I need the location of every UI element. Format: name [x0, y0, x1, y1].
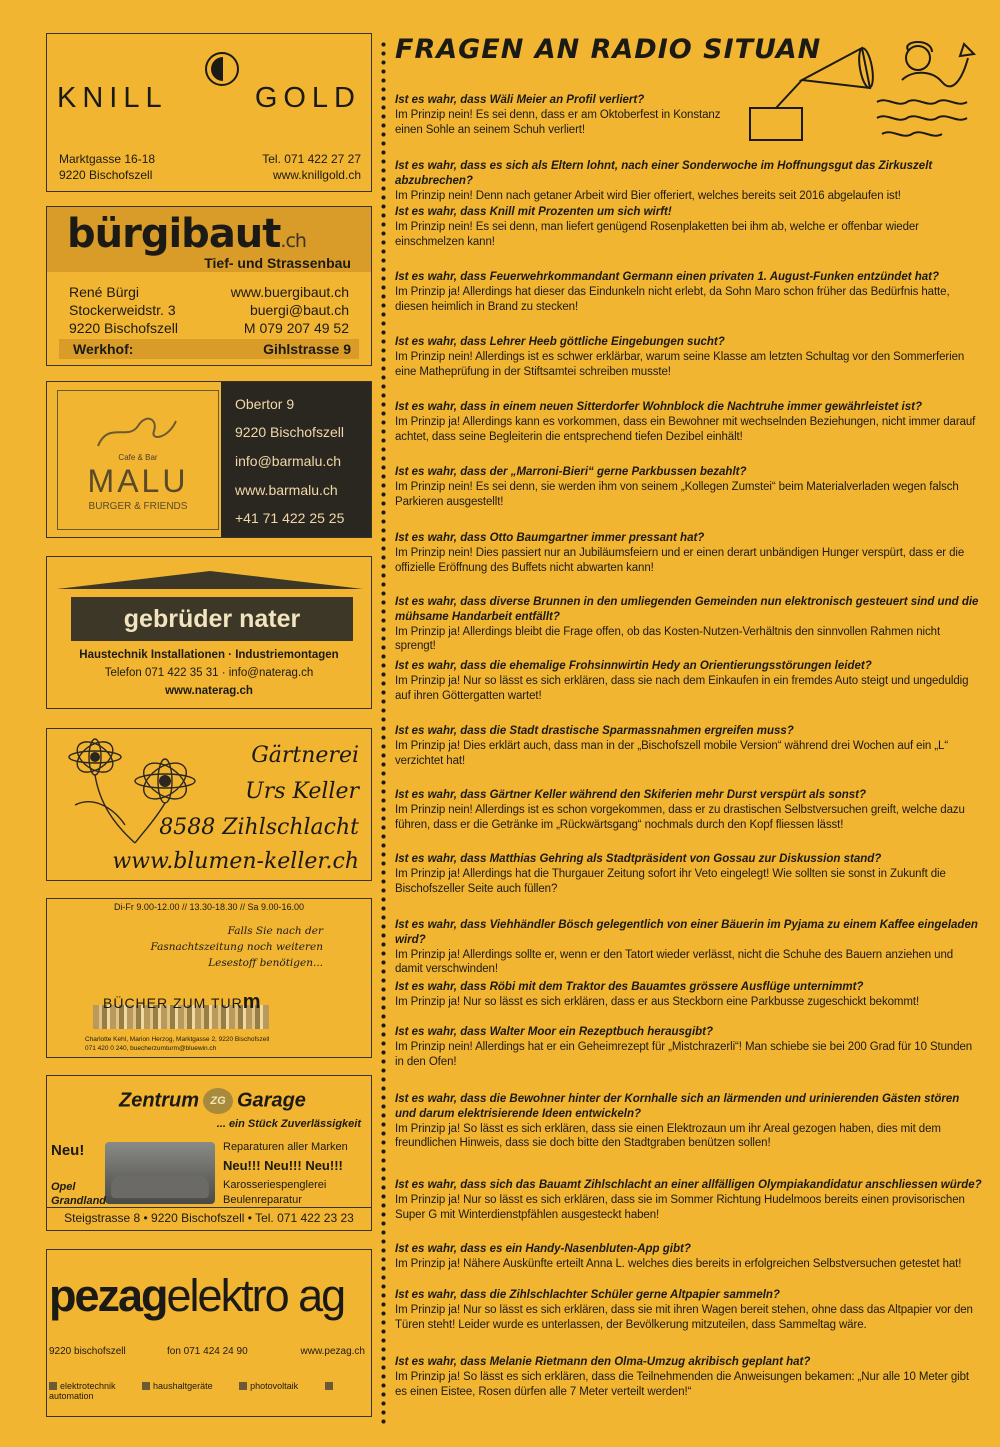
garage-grandland: Grandland — [51, 1195, 107, 1207]
malu-web[interactable]: www.barmalu.ch — [235, 482, 338, 498]
ad-malu — [46, 381, 372, 538]
buecher-hours: Di-Fr 9.00-12.00 // 13.30-18.30 // Sa 9.00-16.00 — [113, 902, 305, 912]
pezag-tag-label: automation — [49, 1391, 94, 1401]
garage-neu: Neu! — [51, 1142, 85, 1159]
pezag-web[interactable]: www.pezag.ch — [300, 1346, 365, 1357]
qa-answer: Im Prinzip ja! Allerdings hat dieser das Eindunkeln nicht erlebt, da Sohn Maro schon früher das Bedürfnis hatte, diesen heimlich in Brand zu stecken! — [395, 285, 950, 313]
buergi-email[interactable]: buergi@baut.ch — [249, 302, 349, 318]
pezag-p3: elektro ag — [166, 1270, 345, 1321]
ad-zentrum-garage — [46, 1075, 372, 1231]
qa-question: Ist es wahr, dass es ein Handy-Nasenbluten-App gibt? — [395, 1243, 691, 1255]
ad-nater — [46, 556, 372, 709]
qa-item — [395, 852, 983, 896]
qa-question: Ist es wahr, dass es sich als Eltern lohnt, nach einer Sonderwoche im Hoffnungsgut das Zirkuszelt abzubrechen? — [395, 160, 933, 187]
qa-item — [395, 1092, 983, 1151]
qa-item — [395, 159, 983, 203]
malu-camel-icon — [58, 391, 218, 461]
buergi-address — [69, 283, 178, 337]
qa-answer: Im Prinzip nein! Es sei denn, man liefert genügend Rosenplaketten bei ihm ab, welche er offenbar wieder einschmelzen kann! — [395, 220, 919, 248]
keller-line2: Urs Keller — [245, 779, 359, 804]
qa-question: Ist es wahr, dass Melanie Rietmann den Olma-Umzug akribisch geplant hat? — [395, 1356, 811, 1368]
pezag-tag — [49, 1381, 128, 1391]
qa-question: Ist es wahr, dass Knill mit Prozenten um sich wirft! — [395, 206, 672, 218]
qa-question: Ist es wahr, dass Walter Moor ein Rezeptbuch herausgibt? — [395, 1026, 714, 1038]
buecher-script2: Fasnachtszeitung noch weiteren — [150, 941, 323, 953]
malu-subtitle: BURGER & FRIENDS — [88, 501, 188, 512]
gold-word: GOLD — [254, 82, 361, 114]
qa-item — [395, 205, 983, 249]
qa-item — [395, 724, 983, 768]
keller-line1: Gärtnerei — [251, 743, 359, 768]
square-icon — [49, 1382, 57, 1390]
qa-answer: Im Prinzip ja! Nur so lässt es sich erklären, dass sie im Sommer Richtung Hudelmoos bereits einen provisorischen Super G mit Winterdienstpfählen ausgesteckt haben! — [395, 1193, 965, 1221]
buergi-logo — [67, 211, 306, 257]
knill-gold-logo-icon — [205, 52, 239, 86]
qa-item — [395, 659, 983, 703]
qa-item — [395, 595, 983, 654]
qa-item — [395, 335, 983, 379]
qa-item — [395, 1242, 983, 1272]
qa-question: Ist es wahr, dass Wäli Meier an Profil verliert? — [395, 94, 645, 106]
garage-footer: Steigstrasse 8 • 9220 Bischofszell • Tel. 071 422 23 23 — [47, 1207, 371, 1230]
qa-answer: Im Prinzip ja! Nur so lässt es sich erklären, dass er aus Steckborn eine Parkbusse zugeschickt bekommt! — [395, 995, 920, 1008]
nater-web[interactable]: www.naterag.ch — [165, 685, 253, 697]
pezag-city: 9220 bischofszell — [49, 1346, 126, 1357]
qa-question: Ist es wahr, dass Gärtner Keller während den Skiferien mehr Durst verspürt als sonst? — [395, 789, 867, 801]
nater-phone-email: Telefon 071 422 35 31 · info@naterag.ch — [104, 667, 314, 679]
buecher-name-end: m — [242, 991, 262, 1013]
buergi-street: Stockerweidstr. 3 — [69, 302, 176, 318]
qa-question: Ist es wahr, dass die ehemalige Frohsinnwirtin Hedy an Orientierungsstörungen leidet? — [395, 660, 872, 672]
ad-pezag — [46, 1249, 372, 1417]
qa-answer: Im Prinzip nein! Es sei denn, dass er am Oktoberfest in Konstanz einen Sohle an seinem Schuh verliert! — [395, 108, 721, 136]
qa-question: Ist es wahr, dass in einem neuen Sitterdorfer Wohnblock die Nachtruhe immer gewährleistet ist? — [395, 401, 923, 413]
buergi-contact — [231, 283, 349, 337]
knill-contact — [262, 151, 361, 183]
qa-question: Ist es wahr, dass die Bewohner hinter der Kornhalle sich an lärmenden und urinierenden Gästen stören und darum elektrisierende Ideen entwickeln? — [395, 1093, 960, 1120]
square-icon — [325, 1382, 333, 1390]
gramophone-illustration-icon — [742, 40, 982, 150]
qa-question: Ist es wahr, dass Viehhändler Bösch gelegentlich von einer Bäuerin im Pyjama zu einem Kaffee eingeladen wird? — [395, 919, 978, 946]
knill-street: Marktgasse 16-18 — [59, 152, 156, 166]
qa-item — [395, 93, 725, 137]
qa-answer: Im Prinzip nein! Denn nach getaner Arbeit wird Bier offeriert, welches bereits seit 2016 abgelaufen ist! — [395, 189, 901, 202]
qa-answer: Im Prinzip nein! Allerdings ist es schwer erklärbar, warum seine Klasse am letzten Schultag vor den Sommerferien eine Matheprüfung in der Stiftsamtei schreiben musste! — [395, 350, 965, 378]
qa-question: Ist es wahr, dass sich das Bauamt Zihlschlacht an einer allfälligen Olympiakandidatur anschliessen würde? — [395, 1179, 982, 1191]
buergi-werkhof-bar — [59, 339, 359, 359]
garage-repairs: Reparaturen aller Marken — [223, 1141, 348, 1153]
qa-question: Ist es wahr, dass Feuerwehrkommandant Germann einen privaten 1. August-Funken entzündet hat? — [395, 271, 940, 283]
knill-word: KNILL — [57, 82, 168, 114]
garage-model — [51, 1180, 106, 1208]
buecher-contact: 071 420 0 240, buecherzumturm@bluewin.ch — [85, 1045, 217, 1052]
dotted-divider — [381, 40, 386, 1425]
buecher-name — [103, 991, 262, 1014]
keller-web[interactable]: www.blumen-keller.ch — [112, 849, 359, 874]
qa-item — [395, 1288, 983, 1332]
qa-answer: Im Prinzip nein! Dies passiert nur an Jubiläumsfeiern und er einen derart unbändigen Hunger verspürt, dass er die offizielle Eröffnung des Buffets nicht abwarten kann! — [395, 546, 965, 574]
qa-answer: Im Prinzip ja! Nur so lässt es sich erklären, dass sie mit ihren Wagen bereit stehen, ohne dass das Altpapier vor den Türen steht! Leider wurde es unterlassen, der Bevölkerung mitzuteilen, dass Sammeltag wäre. — [395, 1303, 973, 1331]
qa-item — [395, 465, 983, 509]
pezag-p2: zag — [97, 1270, 167, 1321]
malu-logo-box — [57, 390, 219, 530]
garage-title-a: Zentrum — [119, 1089, 199, 1112]
qa-question: Ist es wahr, dass Lehrer Heeb göttliche Eingebungen sucht? — [395, 336, 725, 348]
werkhof-label: Werkhof: — [73, 341, 134, 357]
buergi-city: 9220 Bischofszell — [69, 320, 178, 336]
garage-opel: Opel — [51, 1181, 76, 1193]
pezag-tag-label: haushaltgeräte — [153, 1381, 213, 1391]
qa-answer: Im Prinzip ja! Dies erklärt auch, dass man in der „Bischofszell mobile Version“ während drei Wochen auf ein „L“ verzichtet hat! — [395, 739, 949, 767]
buergi-header — [47, 207, 371, 272]
buergi-mobile: M 079 207 49 52 — [243, 320, 349, 336]
knill-web[interactable]: www.knillgold.ch — [272, 168, 361, 182]
qa-question: Ist es wahr, dass die Stadt drastische Sparmassnahmen ergreifen muss? — [395, 725, 794, 737]
garage-body — [223, 1178, 326, 1208]
pezag-tag — [142, 1381, 225, 1391]
garage-logo-icon: ZG — [203, 1088, 233, 1114]
malu-small-text: Cafe & Bar — [118, 453, 158, 462]
ad-buergibaut — [46, 206, 372, 366]
qa-answer: Im Prinzip ja! Allerdings sollte er, wenn er den Tatort wieder verlässt, nicht die Schuhe des Bauern anziehen und damit verschwinden! — [395, 948, 954, 976]
werkhof-address: Gihlstrasse 9 — [263, 341, 351, 357]
garage-slogan: ... ein Stück Zuverlässigkeit — [216, 1118, 361, 1130]
knill-city: 9220 Bischofszell — [59, 168, 153, 182]
qa-answer: Im Prinzip ja! So lässt es sich erklären, dass die Teilnehmenden die Anweisungen bekamen: „Nur alle 10 Meter gibt es einen Eistee, Rosen dürfen alle 7 Meter verteilt werden!“ — [395, 1370, 970, 1398]
qa-answer: Im Prinzip nein! Allerdings hat er ein Geheimrezept für „Mistchrazerli“! Man schiebe sie bei 200 Grad für 10 Stunden in den Ofen! — [395, 1040, 973, 1068]
garage-body1: Karosseriespenglerei — [223, 1179, 327, 1191]
qa-item — [395, 1025, 983, 1069]
nater-roof-icon — [47, 557, 373, 597]
buecher-name-text: BÜCHER ZUM TUR — [103, 995, 243, 1011]
qa-question: Ist es wahr, dass diverse Brunnen in den umliegenden Gemeinden nun elektronisch gesteuert sind und die mühsame Handarbeit entfällt? — [395, 596, 979, 623]
buergi-web[interactable]: www.buergibaut.ch — [230, 284, 349, 300]
pezag-tag-label: photovoltaik — [250, 1381, 299, 1391]
buecher-owners: Charlotte Kehl, Marion Herzog, Marktgasse 2, 9220 Bischofszell — [85, 1036, 270, 1043]
buergi-name: bürgibaut — [67, 211, 281, 257]
pezag-tag-label: elektrotechnik — [60, 1381, 116, 1391]
pezag-phone: fon 071 424 24 90 — [167, 1346, 248, 1357]
garage-neus: Neu!!! Neu!!! Neu!!! — [223, 1158, 343, 1173]
malu-phone: +41 71 422 25 25 — [235, 510, 345, 526]
garage-title — [119, 1088, 306, 1114]
qa-answer: Im Prinzip ja! Allerdings bleibt die Frage offen, ob das Kosten-Nutzen-Verhältnis den sinnvollen Rahmen nicht sprengt! — [395, 625, 941, 653]
qa-question: Ist es wahr, dass der „Marroni-Bieri“ gerne Parkbussen bezahlt? — [395, 466, 747, 478]
ad-knill-gold — [46, 33, 372, 192]
buergi-suffix: .ch — [280, 230, 306, 252]
qa-item — [395, 918, 983, 977]
pezag-tags — [49, 1381, 371, 1401]
malu-email[interactable]: info@barmalu.ch — [235, 453, 342, 469]
qa-question: Ist es wahr, dass die Zihlschlachter Schüler gerne Altpapier sammeln? — [395, 1289, 780, 1301]
keller-line3: 8588 Zihlschlacht — [159, 815, 359, 840]
pezag-p1: pe — [49, 1270, 98, 1321]
pezag-tag — [239, 1381, 310, 1391]
malu-contact — [221, 382, 371, 537]
buergi-subtitle: Tief- und Strassenbau — [204, 255, 351, 271]
qa-answer: Im Prinzip nein! Allerdings ist es schon vorgekommen, dass er zu drastischen Selbstversuchen greift, welche dazu führen, dass er die Getränke im „Rückwärtsgang“ nochmals durch den Kopf fliessen lässt! — [395, 803, 965, 831]
qa-question: Ist es wahr, dass Matthias Gehring als Stadtpräsident von Gossau zur Diskussion stand? — [395, 853, 882, 865]
ad-buecher-zum-turm — [46, 898, 372, 1058]
qa-answer: Im Prinzip ja! Allerdings kann es vorkommen, dass ein Bewohner mit wechselnden Beziehungen, nicht immer darauf achtet, dass seine Begleiterin die entsprechend tiefen Dezibel einhält! — [395, 415, 976, 443]
qa-answer: Im Prinzip ja! Nur so lässt es sich erklären, dass sie nach dem Einkaufen in ein fremdes Auto steigt und ungeduldig auf ihren Göttergatten wartet! — [395, 674, 969, 702]
malu-city: 9220 Bischofszell — [235, 424, 344, 440]
ad-keller — [46, 728, 372, 881]
car-image — [105, 1142, 215, 1204]
qa-item — [395, 1178, 983, 1222]
qa-item — [395, 788, 983, 832]
qa-answer: Im Prinzip ja! So lässt es sich erklären, dass sie einen Elektrozaun um ihr Areal gezogen haben, dies mit dem freundlichen Hinweis, dass sie doch bitte den Stadtgraben benützen sollen! — [395, 1122, 941, 1150]
qa-question: Ist es wahr, dass Otto Baumgartner immer pressant hat? — [395, 532, 705, 544]
square-icon — [142, 1382, 150, 1390]
qa-item — [395, 270, 983, 314]
garage-body2: Beulenreparatur — [223, 1194, 302, 1206]
buecher-script1: Falls Sie nach der — [227, 925, 323, 937]
qa-item — [395, 1355, 983, 1399]
qa-item — [395, 400, 983, 444]
qa-question: Ist es wahr, dass Röbi mit dem Traktor des Bauamtes grössere Ausflüge unternimmt? — [395, 981, 864, 993]
qa-answer: Im Prinzip nein! Es sei denn, sie werden ihm von seinem „Kollegen Zumstei“ beim Materialverladen wegen falsch Parkieren ausgestellt! — [395, 480, 959, 508]
nater-services: Haustechnik Installationen · Industriemontagen — [79, 649, 339, 661]
qa-item — [395, 531, 983, 575]
knill-address — [59, 151, 155, 183]
buecher-script3: Lesestoff benötigen... — [208, 957, 323, 969]
malu-name: MALU — [87, 463, 189, 499]
qa-answer: Im Prinzip ja! Nähere Auskünfte erteilt Anna L. welches dies bereits in erfolgreichen Selbstversuchen getestet hat! — [395, 1257, 962, 1270]
nater-name: gebrüder nater — [71, 597, 353, 641]
qa-answer: Im Prinzip ja! Allerdings hat die Thurgauer Zeitung sofort ihr Veto eingelegt! Wie sollten sie sonst in Zukunft die Bischofszeller Seite auch füllen? — [395, 867, 946, 895]
qa-item — [395, 980, 983, 1010]
buergi-person: René Bürgi — [69, 284, 140, 300]
column-title: FRAGEN AN RADIO SITUAN — [395, 34, 822, 65]
square-icon — [239, 1382, 247, 1390]
garage-title-b: Garage — [237, 1089, 306, 1112]
knill-phone: Tel. 071 422 27 27 — [262, 152, 361, 166]
pezag-logo — [49, 1270, 344, 1322]
malu-street: Obertor 9 — [235, 396, 295, 412]
